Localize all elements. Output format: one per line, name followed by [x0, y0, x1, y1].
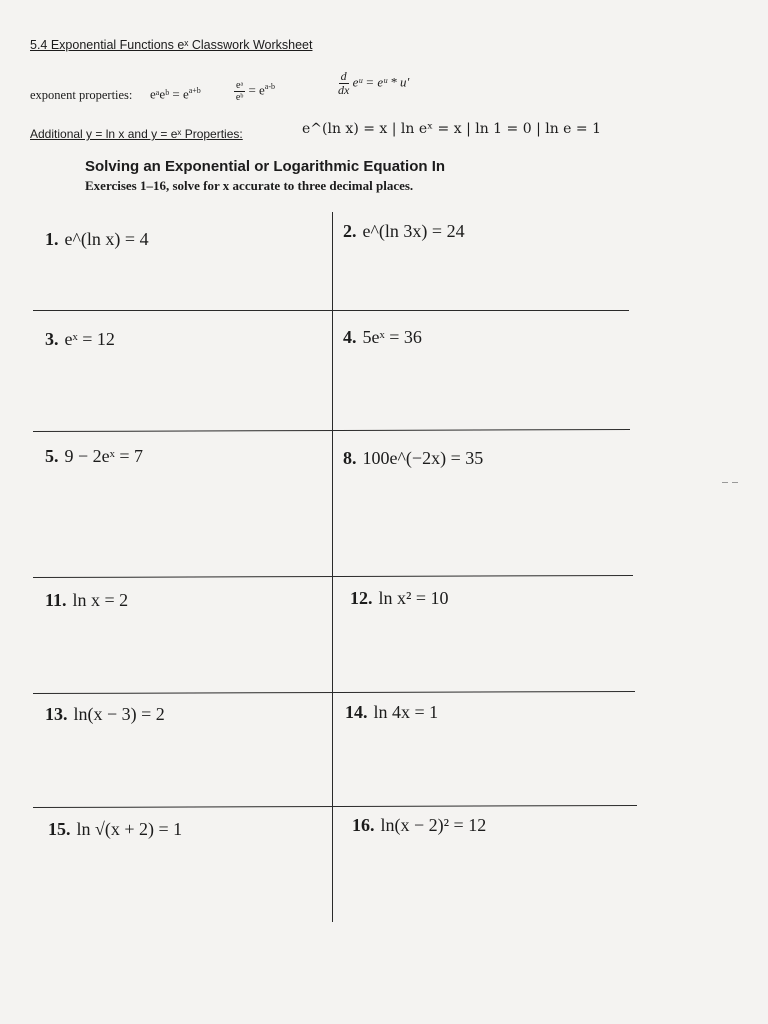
problem-13	[45, 704, 165, 725]
quotient-fraction	[234, 80, 245, 103]
problem-number: 3.	[45, 329, 59, 349]
problem-expression: ln(x − 3) = 2	[73, 704, 165, 724]
scan-mark	[722, 482, 728, 483]
problem-5	[45, 446, 143, 467]
row-divider-5	[33, 805, 637, 808]
section-heading: Solving an Exponential or Logarithmic Equation In	[85, 158, 446, 175]
problem-expression: ln x = 2	[72, 590, 129, 610]
problem-number: 14.	[345, 702, 368, 722]
problem-number: 12.	[350, 588, 373, 608]
problem-expression: eˣ = 12	[64, 329, 115, 349]
row-divider-3	[33, 575, 633, 578]
product-rule-base: eᵃeᵇ = e	[150, 86, 189, 102]
row-divider-1	[33, 310, 629, 311]
quotient-rule	[234, 80, 275, 103]
problem-number: 16.	[352, 815, 375, 835]
problem-number: 4.	[343, 327, 357, 347]
problem-expression: 5eˣ = 36	[362, 327, 422, 347]
column-divider	[332, 212, 333, 922]
problem-expression: e^(ln x) = 4	[64, 229, 149, 249]
product-rule	[150, 86, 201, 102]
exponent-properties-label: exponent properties:	[30, 88, 133, 102]
problem-3	[45, 329, 115, 350]
product-rule-exponent: a+b	[188, 86, 201, 95]
problem-number: 15.	[48, 819, 71, 839]
derivative-rule	[338, 70, 409, 97]
problem-expression: ln √(x + 2) = 1	[76, 819, 183, 839]
problem-number: 5.	[45, 446, 59, 466]
additional-properties-formulas: e^(ln x) = x | ln eˣ = x | ln 1 = 0 | ln e = 1	[302, 121, 602, 137]
problem-number: 1.	[45, 229, 59, 249]
derivative-body: eᵘ = eᵘ * u'	[352, 74, 410, 90]
problem-1	[45, 229, 149, 250]
problem-number: 2.	[343, 221, 357, 241]
problem-16	[352, 815, 486, 836]
worksheet-title: 5.4 Exponential Functions eˣ Classwork Worksheet	[30, 38, 313, 52]
problem-expression: ln 4x = 1	[373, 702, 439, 722]
problem-number: 8.	[343, 448, 357, 468]
problem-expression: ln(x − 2)² = 12	[380, 815, 487, 835]
problem-8	[343, 448, 483, 469]
instructions: Exercises 1–16, solve for x accurate to three decimal places.	[85, 178, 414, 193]
problem-11	[45, 590, 128, 611]
problem-2	[343, 221, 465, 242]
scan-mark	[732, 482, 738, 483]
problem-expression: e^(ln 3x) = 24	[362, 221, 465, 241]
derivative-d: d	[340, 69, 347, 83]
quotient-numerator: eᵃ	[236, 80, 244, 91]
quotient-rhs: = e	[248, 82, 265, 98]
problem-expression: 100e^(−2x) = 35	[362, 448, 484, 468]
problem-expression: ln x² = 10	[378, 588, 449, 608]
problem-14	[345, 702, 438, 723]
problem-12	[350, 588, 449, 609]
problem-number: 13.	[45, 704, 68, 724]
derivative-operator	[338, 70, 349, 97]
row-divider-4	[33, 691, 635, 694]
quotient-exponent: a-b	[264, 82, 276, 92]
problem-15	[48, 819, 182, 840]
problem-expression: 9 − 2eˣ = 7	[64, 446, 143, 466]
problem-4	[343, 327, 422, 348]
derivative-dx: dx	[338, 83, 350, 98]
additional-properties-label: Additional y = ln x and y = eˣ Properties:	[30, 127, 243, 141]
problem-number: 11.	[45, 590, 67, 610]
quotient-denominator: eᵇ	[235, 92, 244, 103]
